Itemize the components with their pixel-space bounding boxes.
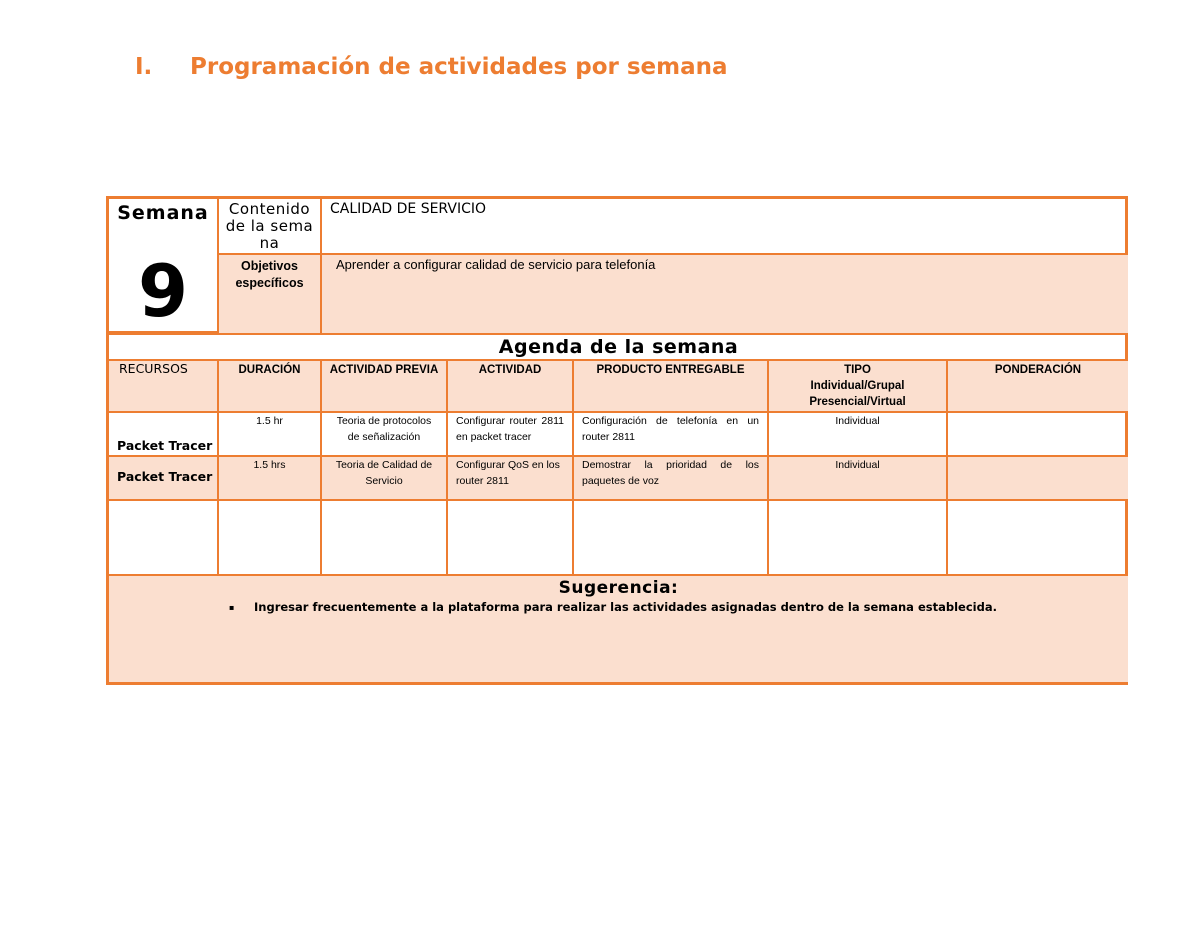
table-row-3-actividad-previa — [322, 501, 448, 576]
weekly-schedule-table — [106, 196, 1128, 685]
week-number: 9 — [137, 249, 189, 333]
content-value-cell — [322, 199, 1128, 255]
table-row-2-producto — [574, 457, 769, 501]
table-row-3-producto — [574, 501, 769, 576]
header-tipo-label: TIPO — [844, 364, 871, 376]
table-row-1-actividad — [448, 413, 574, 457]
table-row-1-tipo — [769, 413, 948, 457]
row-1-recurso: Packet Tracer — [117, 438, 213, 453]
row-2-recurso: Packet Tracer — [117, 469, 213, 484]
suggestion-cell — [109, 576, 1128, 682]
header-tipo — [769, 361, 948, 413]
header-ponderacion — [948, 361, 1128, 413]
content-label: Contenido de la semana — [225, 200, 314, 252]
row-1-duracion: 1.5 hr — [256, 415, 283, 427]
table-row-3-recurso — [109, 501, 219, 576]
row-2-actividad: Configurar QoS en los router 2811 — [456, 459, 560, 487]
table-row-1-producto — [574, 413, 769, 457]
agenda-title-cell — [109, 335, 1128, 361]
row-2-producto: Demostrar la prioridad de los paquetes de voz — [582, 459, 759, 487]
table-row-1-recurso — [109, 413, 219, 457]
table-row-2-duracion — [219, 457, 322, 501]
header-tipo-line2: Individual/Grupal — [810, 380, 905, 392]
table-row-2-recurso — [109, 457, 219, 501]
suggestion-title: Sugerencia: — [558, 578, 679, 598]
objectives-value: Aprender a configurar calidad de servicio para telefonía — [336, 257, 656, 272]
row-2-duracion: 1.5 hrs — [253, 459, 286, 471]
section-number: I. — [135, 54, 153, 80]
row-1-tipo: Individual — [835, 415, 880, 427]
section-title: Programación de actividades por semana — [190, 54, 728, 80]
header-producto — [574, 361, 769, 413]
table-row-2-ponderacion — [948, 457, 1128, 501]
header-ponderacion-label: PONDERACIÓN — [994, 364, 1082, 376]
header-actividad-previa-label: ACTIVIDAD PREVIA — [329, 364, 439, 376]
objectives-value-cell — [322, 255, 1128, 335]
header-duracion — [219, 361, 322, 413]
table-row-3-tipo — [769, 501, 948, 576]
row-1-actividad-previa: Teoria de protocolos de señalización — [336, 415, 432, 443]
objectives-label-cell — [219, 255, 322, 335]
table-row-1-ponderacion — [948, 413, 1128, 457]
table-row-1-actividad-previa — [322, 413, 448, 457]
section-heading — [135, 54, 728, 80]
suggestion-text: Ingresar frecuentemente a la plataforma para realizar las actividades asignadas dentro de la semana establecida. — [254, 600, 997, 614]
suggestion-item — [109, 599, 1128, 616]
content-label-cell — [219, 199, 322, 255]
table-row-3-duracion — [219, 501, 322, 576]
row-1-actividad: Configurar router 2811 en packet tracer — [456, 415, 564, 443]
table-row-3-ponderacion — [948, 501, 1128, 576]
row-2-ponderacion — [948, 457, 1128, 459]
header-producto-label: PRODUCTO ENTREGABLE — [596, 364, 745, 376]
header-tipo-line3: Presencial/Virtual — [809, 396, 906, 408]
header-recursos — [109, 361, 219, 413]
week-label: Semana — [117, 202, 209, 224]
table-row-2-actividad — [448, 457, 574, 501]
header-recursos-label: RECURSOS — [119, 361, 188, 376]
header-duracion-label: DURACIÓN — [238, 364, 301, 376]
week-number-cell — [109, 199, 219, 335]
row-2-actividad-previa: Teoria de Calidad de Servicio — [335, 459, 433, 487]
row-1-producto: Configuración de telefonía en un router 2811 — [582, 415, 759, 443]
header-actividad-previa — [322, 361, 448, 413]
header-actividad-label: ACTIVIDAD — [478, 364, 542, 376]
table-row-2-tipo — [769, 457, 948, 501]
table-row-1-duracion — [219, 413, 322, 457]
objectives-label: Objetivos específicos — [235, 259, 304, 290]
table-row-3-actividad — [448, 501, 574, 576]
agenda-title: Agenda de la semana — [498, 336, 739, 358]
table-row-2-actividad-previa — [322, 457, 448, 501]
row-2-tipo: Individual — [835, 459, 880, 471]
bullet-icon: ▪ — [229, 602, 235, 612]
row-1-ponderacion — [948, 413, 1128, 415]
header-actividad — [448, 361, 574, 413]
content-value: CALIDAD DE SERVICIO — [330, 201, 487, 217]
